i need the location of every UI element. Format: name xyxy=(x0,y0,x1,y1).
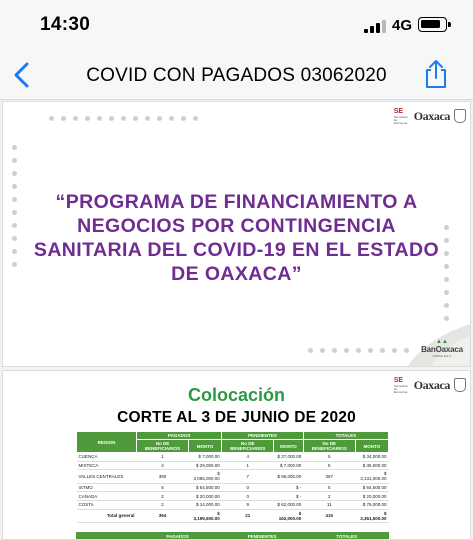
table-header: No DE BENEFICIARIOS xyxy=(303,440,355,453)
table-header: PAGADOS xyxy=(166,534,189,539)
slide-colocacion xyxy=(2,370,471,540)
table-row: ISTMO 5 $ 64,500.00 0 $ - 5 $ 64,500.00 xyxy=(78,485,387,491)
share-icon[interactable] xyxy=(423,58,449,90)
table-header: PENDIENTES xyxy=(222,432,303,440)
table-header: MONTO xyxy=(188,440,221,453)
table-row: CAÑADA 2 $ 20,000.00 0 $ - 2 $ 20,000.00 xyxy=(78,493,387,499)
nav-bar xyxy=(0,50,473,100)
slide-heading: Colocación xyxy=(187,385,285,405)
se-logo: SE Secretaría de Economía xyxy=(393,108,408,125)
table-header: MONTO xyxy=(274,440,304,453)
table-header: TOTALES xyxy=(336,534,357,539)
table-header: MONTO xyxy=(355,440,388,453)
bancoaxaca-logo: ▲▲ BanOaxaca CRECE EN TI xyxy=(421,339,463,358)
battery-icon xyxy=(418,17,447,32)
decorative-dots xyxy=(12,145,17,267)
table-header: No DE BENEFICIARIOS xyxy=(222,440,274,453)
oaxaca-logo: Oaxaca xyxy=(413,108,450,123)
decorative-dots xyxy=(308,348,409,353)
status-time: 14:30 xyxy=(40,14,91,35)
table-header: PENDIENTES xyxy=(247,534,277,539)
table-row: VALLES CENTRALES 380 $ 3,065,000.00 7 $ 66,000.00 387 $ 3,131,000.00 xyxy=(78,471,387,482)
slide-title xyxy=(2,101,471,367)
slide-subheading: CORTE AL 3 DE JUNIO DE 2020 xyxy=(117,409,356,426)
signal-strength-icon xyxy=(364,20,386,33)
table-header: No DE BENEFICIARIOS xyxy=(137,440,189,453)
oaxaca-logo: Oaxaca xyxy=(413,377,450,392)
se-logo: SE Secretaría de Economía xyxy=(393,377,408,394)
table-total-row: Total general 394 $ 3,199,500.00 21 $ 162,000.00 415 $ 3,361,500.00 xyxy=(77,509,389,523)
second-table-header xyxy=(76,532,389,540)
beneficiaries-table xyxy=(76,431,389,523)
table-header: PAGADOS xyxy=(137,432,222,440)
program-title: “PROGRAMA DE FINANCIAMIENTO A NEGOCIOS POR CONTINGENCIA SANITARIA DEL COVID-19 EN EL ESTADO DE OAXACA” xyxy=(33,191,440,285)
document-title: COVID CON PAGADOS 03062020 xyxy=(86,65,387,86)
state-seal-icon xyxy=(454,109,466,123)
decorative-dots xyxy=(444,225,449,321)
government-logos xyxy=(394,106,466,126)
table-header: TOTALES xyxy=(303,432,388,440)
network-type: 4G xyxy=(392,17,413,34)
table-row: CUENCA 1 $ 7,000.00 4 $ 27,000.00 5 $ 34,000.00 xyxy=(78,454,387,460)
table-row: MIXTECA 4 $ 29,000.00 1 $ 7,000.00 5 $ 36,000.00 xyxy=(78,462,387,468)
table-header: REGION xyxy=(77,432,137,453)
decorative-dots xyxy=(49,116,198,121)
status-bar xyxy=(0,0,473,50)
table-row: COSTA 2 $ 14,000.00 9 $ 62,000.00 11 $ 76,000.00 xyxy=(78,502,387,508)
